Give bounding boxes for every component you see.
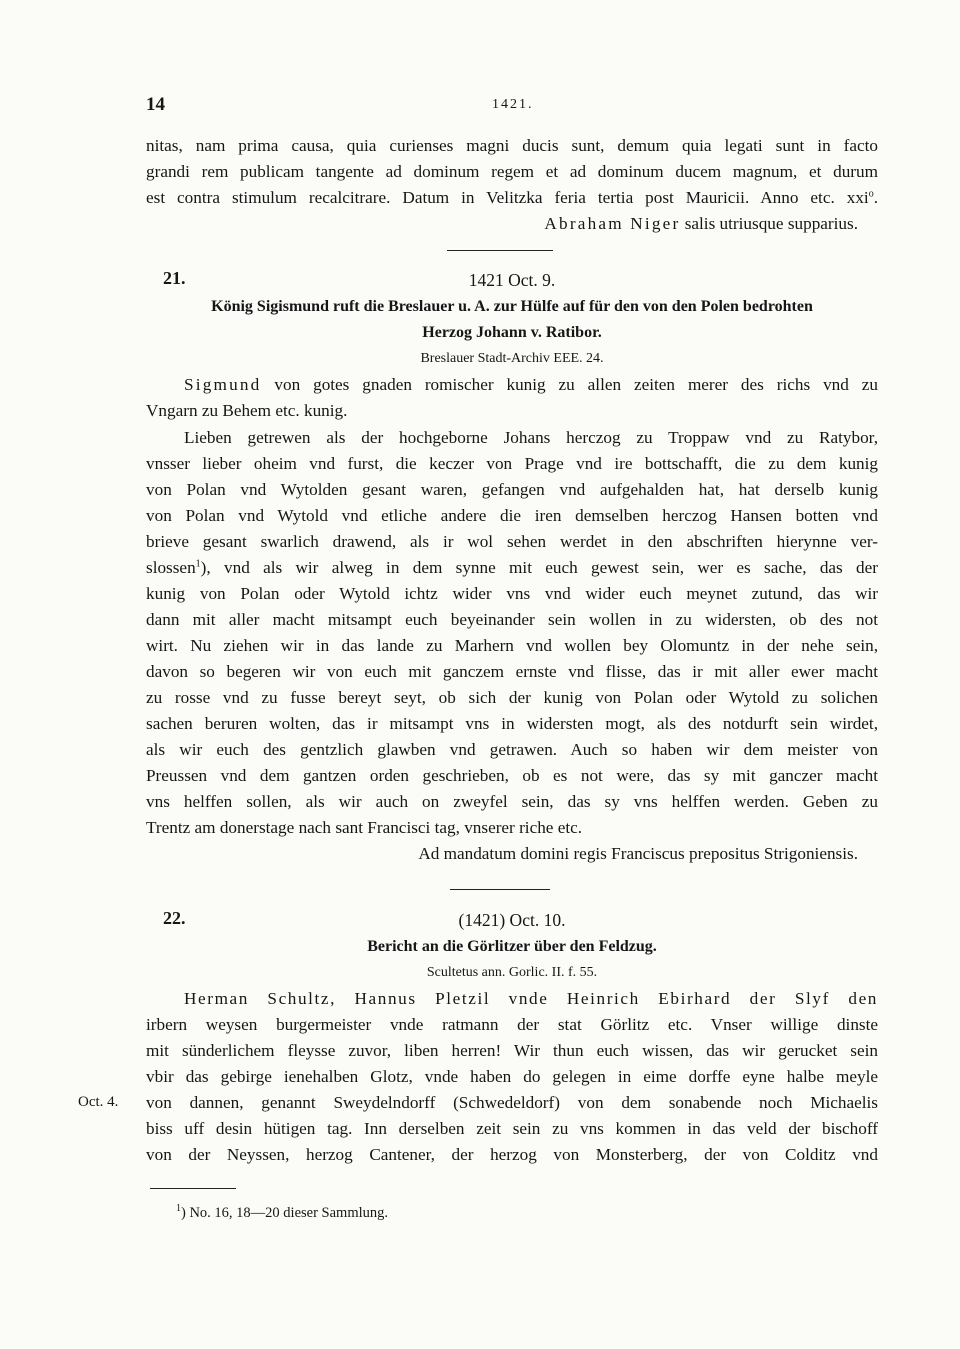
doc21-body-line-11: zu rosse vnd zu fusse bereyt seyt, ob sich der kunig von Polan oder Wytold zu solichen (146, 688, 878, 707)
doc21-intitulatio: Sigmund von gotes gnaden romischer kunig zu allen zeiten merer des richs vnd zu (184, 375, 878, 394)
doc21-body-line-8: dann mit aller macht mitsampt euch beyeinander sein wollen in zu widersten, ob des not (146, 610, 878, 629)
doc21-title-line-2: Herzog Johann v. Ratibor. (422, 324, 602, 341)
doc21-body-line-9: wirt. Nu ziehen wir in das lande zu Marhern vnd wollen bey Olomuntz in der nehe sein, (146, 636, 878, 655)
page-number: 14 (146, 94, 165, 115)
prev-doc-line-3: est contra stimulum recalcitrare. Datum in Velitzka feria tertia post Mauricii. Anno etc. xxi$^o$. (146, 188, 878, 207)
doc22-title: Bericht an die Görlitzer über den Feldzug. (367, 938, 657, 955)
separator-rule-2 (450, 889, 550, 890)
doc22-line-4: vbir das gebirge ienehalben Glotz, vnde haben do gelegen in eime dorffe eyne halbe meyle (146, 1067, 878, 1086)
doc22-source: Scultetus ann. Gorlic. II. f. 55. (426, 965, 598, 980)
doc21-source: Breslauer Stadt-Archiv EEE. 24. (420, 351, 604, 366)
footnote-ref: 1 (195, 558, 201, 570)
doc21-number: 21. (163, 268, 186, 288)
doc22-line-3: mit sünderlichem fleysse zuvor, liben herren! Wir thun euch wissen, das wir gerucket sein (146, 1041, 878, 1060)
margin-note: Oct. 4. (78, 1094, 119, 1110)
doc21-body-line-7: kunig von Polan oder Wytold ichtz wider vns vnd wider euch meynet zutund, das wir (146, 584, 878, 603)
doc22-line-1: Herman Schultz, Hannus Pletzil vnde Heinrich Ebirhard der Slyf den (184, 989, 878, 1008)
doc21-body-line-4: von Polan vnd Wytold vnd etliche andere die iren demselben herczog Hansen botten vnd (146, 506, 878, 525)
doc21-body-line-10: davon so begeren wir von euch mit ganczem ernste vnd flisse, das ir mit aller ewer macht (146, 662, 878, 681)
doc21-body-line-6: slossen$^1$), vnd als wir alweg in dem synne mit euch gewest sein, wer es sache, das der (146, 558, 878, 577)
doc21-body-line-13: als wir euch des gentzlich glawben vnd getrawen. Auch so haben wir dem meister von (146, 740, 878, 759)
doc22-line-6: biss uff desin hütigen tag. Inn derselben zeit sein zu vns kommen in das veld der bischoff (146, 1119, 878, 1138)
doc21-body-line-14: Preussen vnd dem gantzen orden geschrieben, ob es not were, das sy mit ganczer macht (146, 766, 878, 785)
footnote: $^1$) No. 16, 18—20 dieser Sammlung. (176, 1203, 389, 1221)
prev-doc-signature: Abraham Niger salis utriusque supparius. (544, 214, 858, 233)
doc21-body-line-12: sachen beruren wolten, das ir mitsampt vns in widersten mogt, als des notdurft sein wirdet, (146, 714, 878, 733)
doc21-date: 1421 Oct. 9. (468, 270, 556, 290)
doc21-body-line-3: von Polan vnd Wytolden gesant waren, gefangen vnd aufgehalden hat, hat derselb kunig (146, 480, 878, 499)
doc21-body-line-1: Lieben getrewen als der hochgeborne Johans herczog zu Troppaw vnd zu Ratybor, (184, 428, 878, 447)
doc22-line-5: von dannen, genannt Sweydelndorff (Schwedeldorf) von dem sonabende noch Michaelis (146, 1093, 878, 1112)
running-title: 1421. (492, 97, 534, 112)
prev-doc-line-1: nitas, nam prima causa, quia curienses magni ducis sunt, demum quia legati sunt in facto (146, 136, 878, 155)
prev-doc-line-2: grandi rem publicam tangente ad dominum regem et ad dominum ducem magnum, et durum (146, 162, 878, 181)
doc22-number: 22. (163, 908, 186, 928)
doc21-body-last-line: Trentz am donerstage nach sant Francisci tag, vnserer riche etc. (146, 818, 583, 837)
doc21-title-line-1: König Sigismund ruft die Breslauer u. A. zur Hülfe auf für den von den Polen bedrohten (211, 298, 813, 315)
doc22-date: (1421) Oct. 10. (458, 910, 566, 930)
doc22-line-2: irbern weysen burgermeister vnde ratmann der stat Görlitz etc. Vnser willige dinste (146, 1015, 878, 1034)
doc21-body-line-5: brieve gesant swarlich drawend, als ir wol sehen werdet in den abschriften hierynne ver- (146, 532, 878, 551)
footnote-rule (150, 1188, 236, 1189)
separator-rule-1 (447, 250, 553, 251)
doc21-body-line-2: vnsser lieber oheim vnd furst, die keczer von Prage vnd ire bottschafft, die zu dem kunig (146, 454, 878, 473)
doc21-mandatum: Ad mandatum domini regis Franciscus prepositus Strigoniensis. (418, 844, 858, 863)
doc22-line-7: von der Neyssen, herzog Cantener, der herzog von Monsterberg, der von Colditz vnd (146, 1145, 878, 1164)
doc21-body-line-15: vns helffen sollen, als wir auch on zweyfel sein, das sy vns helffen werden. Geben zu (146, 792, 878, 811)
doc21-intitulatio-line-2: Vngarn zu Behem etc. kunig. (146, 401, 348, 420)
